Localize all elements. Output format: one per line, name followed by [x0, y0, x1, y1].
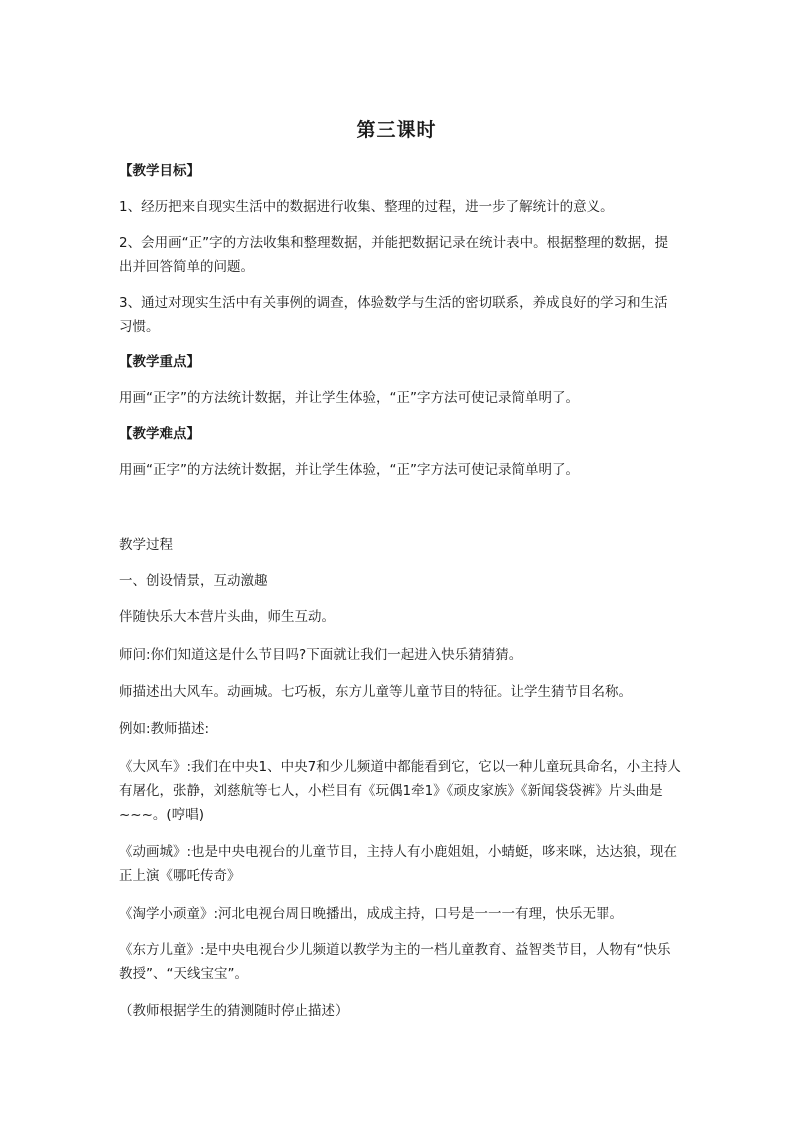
- paragraph-8: 《东方儿童》:是中央电视台少儿频道以教学为主的一档儿童教育、益智类节目，人物有“快乐教授”、“天线宝宝”。: [119, 942, 671, 982]
- process-heading: 教学过程: [119, 537, 173, 553]
- objective-3: 3、通过对现实生活中有关事例的调查，体验数学与生活的密切联系，养成良好的学习和生活习惯。: [119, 295, 668, 335]
- objective-2: 2、会用画“正”字的方法收集和整理数据，并能把数据记录在统计表中。根据整理的数据，提出并回答简单的问题。: [119, 235, 669, 275]
- paragraph-2: 师问:你们知道这是什么节目吗?下面就让我们一起进入快乐猜猜猜。: [119, 647, 523, 663]
- step1-heading: 一、创设情景，互动激趣: [119, 573, 268, 589]
- paragraph-9: （教师根据学生的猜测随时停止描述）: [119, 1003, 349, 1019]
- difficulty-heading: 【教学难点】: [119, 426, 200, 442]
- page-title: 第三课时: [356, 119, 437, 141]
- objective-1: 1、经历把来自现实生活中的数据进行收集、整理的过程，进一步了解统计的意义。: [119, 199, 614, 215]
- objectives-heading: 【教学目标】: [119, 163, 200, 179]
- key-points-heading: 【教学重点】: [119, 354, 200, 370]
- difficulty-text: 用画“正字”的方法统计数据，并让学生体验，“正”字方法可使记录简单明了。: [119, 462, 579, 478]
- paragraph-1: 伴随快乐大本营片头曲，师生互动。: [119, 609, 335, 625]
- key-points-text: 用画“正字”的方法统计数据，并让学生体验，“正”字方法可使记录简单明了。: [119, 390, 579, 406]
- paragraph-6: 《动画城》:也是中央电视台的儿童节目，主持人有小鹿姐姐，小蜻蜓，哆来咪，达达狼，现在正上演《哪吒传奇》: [119, 844, 678, 884]
- paragraph-3: 师描述出大风车。动画城。七巧板，东方儿童等儿童节目的特征。让学生猜节目名称。: [119, 684, 632, 700]
- paragraph-5: 《大风车》:我们在中央1、中央7和少儿频道中都能看到它，它以一种儿童玩具命名，小主持人有屠化，张静，刘慈航等七人，小栏目有《玩偶1牵1》《顽皮家族》《新闻袋袋裤》片头曲是~~~。(哼唱): [119, 759, 681, 823]
- paragraph-7: 《淘学小顽童》:河北电视台周日晚播出，成成主持，口号是一一一有理，快乐无罪。: [119, 906, 624, 922]
- paragraph-4: 例如:教师描述:: [119, 721, 210, 737]
